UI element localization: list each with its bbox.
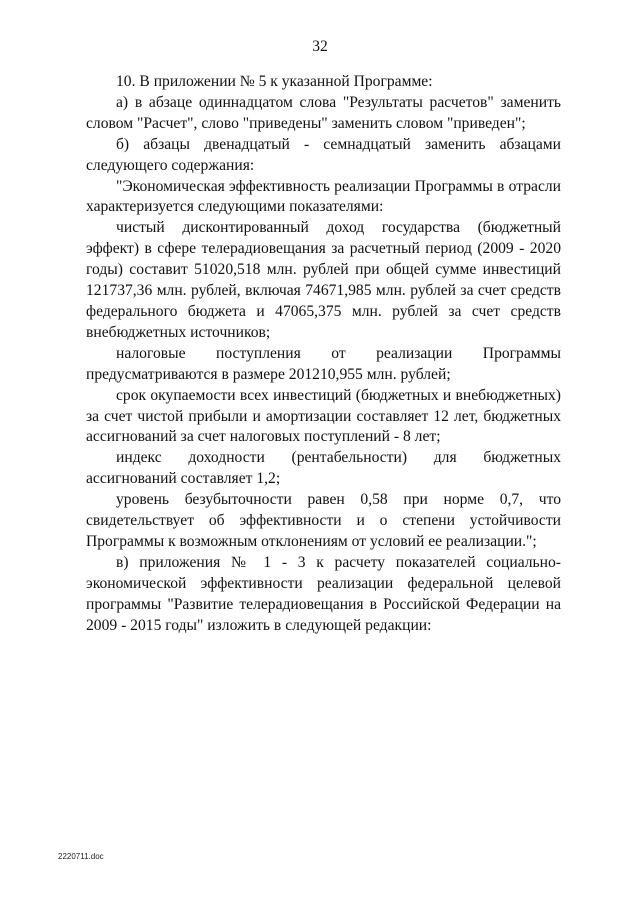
paragraph-item-10-heading: 10. В приложении № 5 к указанной Программе: [116, 73, 433, 90]
paragraph-subitem-a: а) в абзаце одиннадцатом слова "Результаты расчетов" заменить словом "Расчет", слово "приведены" заменить словом "приведен"; [86, 93, 561, 132]
footer-filename: 2220711.doc [58, 852, 104, 861]
paragraph-profitability-index: индекс доходности (рентабельности) для бюджетных ассигнований составляет 1,2; [86, 449, 561, 488]
paragraph-tax-revenue: налоговые поступления от реализации Программы предусматриваются в размере 201210,955 млн. рублей; [86, 344, 561, 383]
paragraph-net-income: чистый дисконтированный доход государства (бюджетный эффект) в сфере телерадиовещания за расчетный период (2009 - 2020 годы) составит 51020,518 млн. рублей при общей сумме инвестиций 121737,36 млн. рублей, включая 74671,985 млн. рублей за счет средств федерального бюджета и 47065,375 млн. рублей за счет средств внебюджетных источников; [86, 219, 561, 341]
document-body [86, 72, 561, 636]
page-number: 32 [312, 38, 328, 55]
paragraph-breakeven-level: уровень безубыточности равен 0,58 при норме 0,7, что свидетельствует об эффективности и о степени устойчивости Программы к возможным отклонениям от условий ее реализации."; [86, 491, 561, 550]
paragraph-subitem-b: б) абзацы двенадцатый - семнадцатый заменить абзацами следующего содержания: [86, 135, 561, 174]
paragraph-subitem-v: в) приложения № 1 - 3 к расчету показателей социально-экономической эффективности реализации федеральной целевой программы "Развитие телерадиовещания в Российской Федерации на 2009 - 2015 годы" изложить в следующей редакции: [86, 553, 561, 634]
paragraph-payback-period: срок окупаемости всех инвестиций (бюджетных и внебюджетных) за счет чистой прибыли и амортизации составляет 12 лет, бюджетных ассигнований за счет налоговых поступлений - 8 лет; [86, 386, 561, 446]
paragraph-quote-intro: "Экономическая эффективность реализации Программы в отрасли характеризуется следующими показателями: [86, 177, 561, 216]
